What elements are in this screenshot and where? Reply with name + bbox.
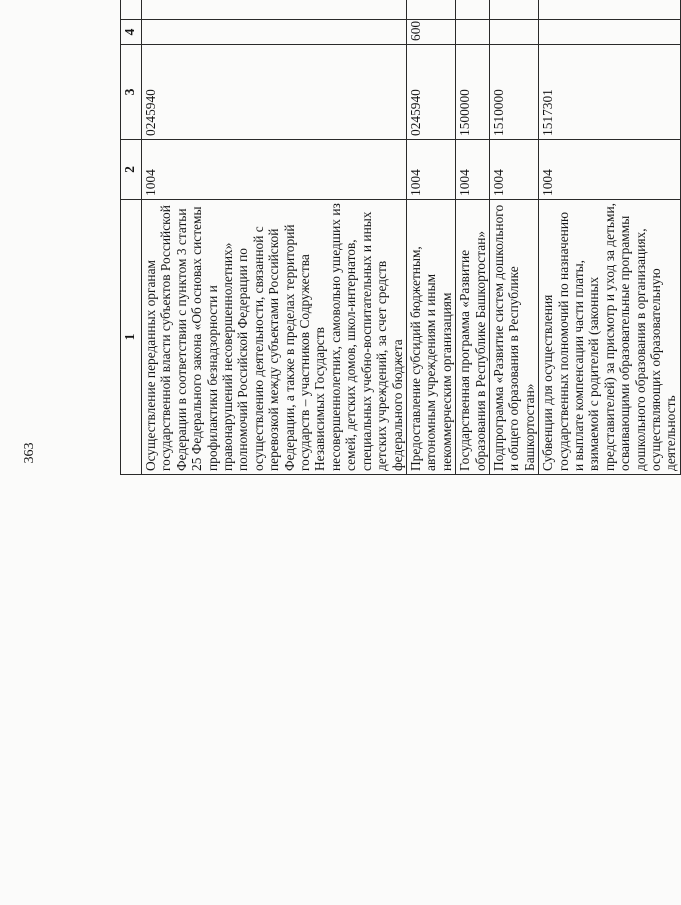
row-amount-1 [142, 0, 407, 20]
header-row [121, 0, 142, 475]
row-section: 1004 [406, 140, 455, 200]
row-expense-type [456, 20, 490, 45]
header-col-3: 3 [121, 45, 142, 140]
row-name: Субвенции для осуществления государственных полномочий по назначению и выплате компенсации части платы, взимаемой с родителей (законных представителей) за присмотр и уход за детьми, осваивающими образовательные программы дошкольного образования в организациях, осуществляющих образовательную деятельность [539, 200, 681, 475]
row-article: 1500000 [456, 45, 490, 140]
row-article: 0245940 [406, 45, 455, 140]
row-amount-1 [406, 0, 455, 20]
header-col-4: 4 [121, 20, 142, 45]
row-section: 1004 [456, 140, 490, 200]
row-section: 1004 [489, 140, 538, 200]
row-name: Предоставление субсидий бюджетным, автономным учреждениям и иным некоммерческим организациям [406, 200, 455, 475]
table-row [406, 0, 455, 475]
rotated-page-content [120, 0, 679, 475]
row-article: 0245940 [142, 45, 407, 140]
row-expense-type [539, 20, 681, 45]
table-row [539, 0, 681, 475]
table-row [489, 0, 538, 475]
row-expense-type [489, 20, 538, 45]
row-name: Осуществление переданных органам государственной власти субъектов Российской Федерации в соответствии с пунктом 3 статьи 25 Федерального закона «Об основах системы профилактики безнадзорности и правонарушений несовершеннолетних» полномочий Российской Федерации по осуществлению деятельности, связанной с перевозкой между субъектами Российской Федерации, а также в пределах территорий государств – участников Содружества Независимых Государств несовершеннолетних, самовольно ушедших из семей, детских домов, школ-интернатов, специальных учебно-воспитательных и иных детских учреждений, за счет средств федерального бюджета [142, 200, 407, 475]
budget-table [120, 0, 681, 475]
header-col-5 [121, 0, 142, 20]
row-amount-1 [539, 0, 681, 20]
row-amount-1 [489, 0, 538, 20]
header-col-2: 2 [121, 140, 142, 200]
row-expense-type: 600 [406, 20, 455, 45]
table-row [456, 0, 490, 475]
row-expense-type [142, 20, 407, 45]
row-section: 1004 [539, 140, 681, 200]
row-article: 1510000 [489, 45, 538, 140]
table-row [142, 0, 407, 475]
row-section: 1004 [142, 140, 407, 200]
row-article: 1517301 [539, 45, 681, 140]
header-col-1: 1 [121, 200, 142, 475]
page-number: 363 [22, 442, 37, 464]
row-name: Государственная программа «Развитие образования в Республике Башкортостан» [456, 200, 490, 475]
row-name: Подпрограмма «Развитие систем дошкольного и общего образования в Республике Башкортостан» [489, 200, 538, 475]
row-amount-1 [456, 0, 490, 20]
